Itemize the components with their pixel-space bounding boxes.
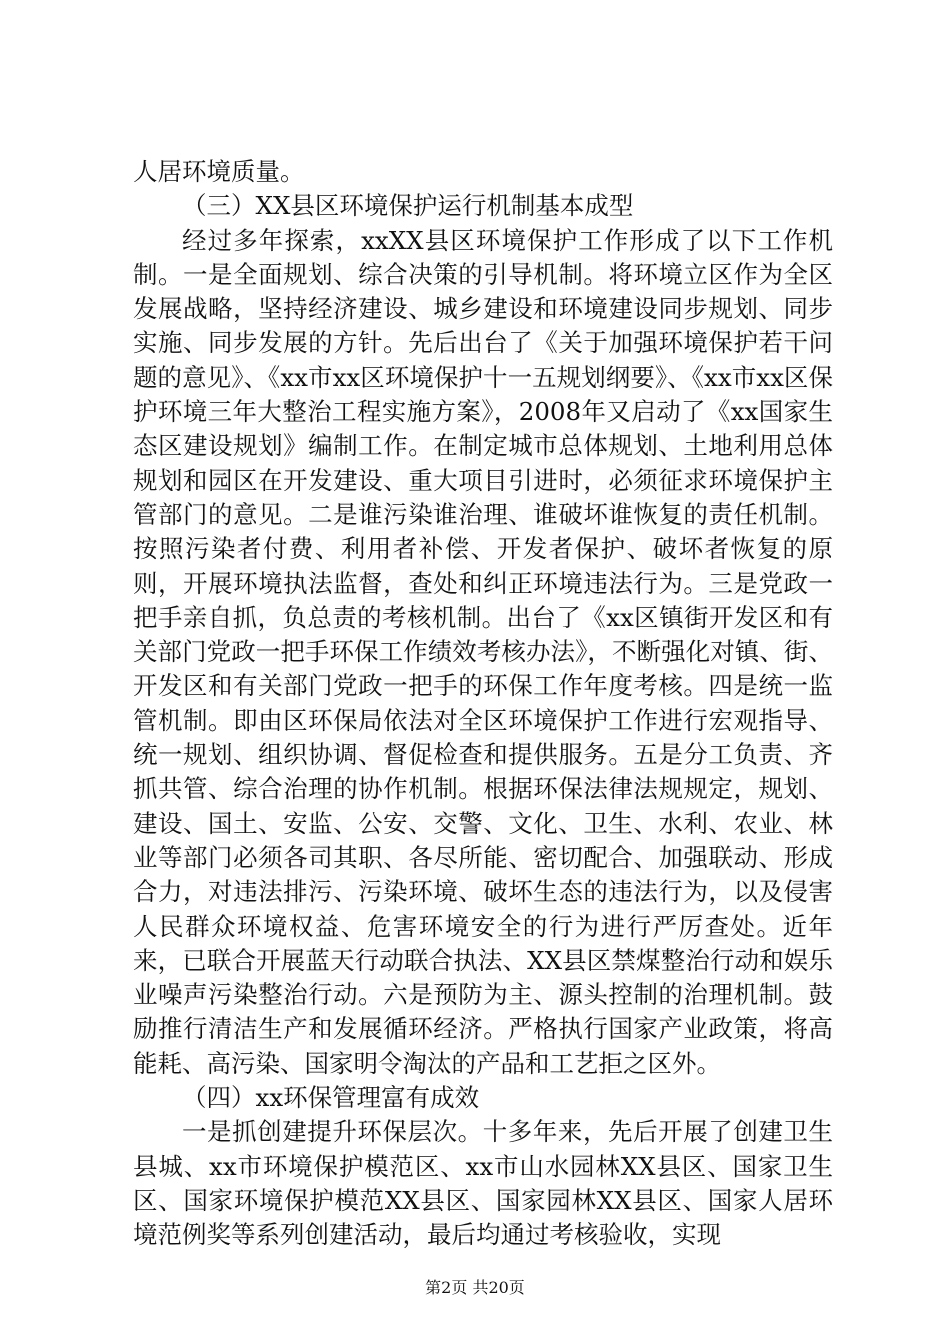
- section-heading-4: （四）xx环保管理富有成效: [182, 1083, 480, 1113]
- page-number: 第2页 共20页: [425, 1278, 525, 1297]
- body-text: [133, 155, 833, 1253]
- paragraph-mechanisms: 经过多年探索，xxXX县区环境保护工作形成了以下工作机制。一是全面规划、综合决策的引导机制。将环境立区作为全区发展战略，坚持经济建设、城乡建设和环境建设同步规划、同步实施、同步发展的方针。先后出台了《关于加强环境保护若干问题的意见》、《xx市xx区环境保护十一五规划纲要》、《xx市xx区保护环境三年大整治工程实施方案》，2008年又启动了《xx国家生态区建设规划》编制工作。在制定城市总体规划、土地利用总体规划和园区在开发建设、重大项目引进时，必须征求环境保护主管部门的意见。二是谁污染谁治理、谁破坏谁恢复的责任机制。按照污染者付费、利用者补偿、开发者保护、破坏者恢复的原则，开展环境执法监督，查处和纠正环境违法行为。三是党政一把手亲自抓，负总责的考核机制。出台了《xx区镇街开发区和有关部门党政一把手环保工作绩效考核办法》，不断强化对镇、街、开发区和有关部门党政一把手的环保工作年度考核。四是统一监管机制。即由区环保局依法对全区环境保护工作进行宏观指导、统一规划、组织协调、督促检查和提供服务。五是分工负责、齐抓共管、综合治理的协作机制。根据环保法律法规规定，规划、建设、国土、安监、公安、交警、文化、卫生、水利、农业、林业等部门必须各司其职、各尽所能、密切配合、加强联动、形成合力，对违法排污、污染环境、破坏生态的违法行为，以及侵害人民群众环境权益、危害环境安全的行为进行严厉查处。近年来，已联合开展蓝天行动联合执法、XX县区禁煤整治行动和娱乐业噪声污染整治行动。六是预防为主、源头控制的治理机制。鼓励推行清洁生产和发展循环经济。严格执行国家产业政策，将高能耗、高污染、国家明令淘汰的产品和工艺拒之区外。: [133, 225, 833, 1078]
- section-heading-3: （三）XX县区环境保护运行机制基本成型: [182, 191, 634, 221]
- paragraph-creation: 一是抓创建提升环保层次。十多年来，先后开展了创建卫生县城、xx市环境保护模范区、xx市山水园林XX县区、国家卫生区、国家环境保护模范XX县区、国家园林XX县区、国家人居环境范例奖等系列创建活动，最后均通过考核验收，实现: [133, 1117, 833, 1250]
- paragraph-continuation: 人居环境质量。: [133, 157, 305, 186]
- page-footer: [0, 1278, 950, 1298]
